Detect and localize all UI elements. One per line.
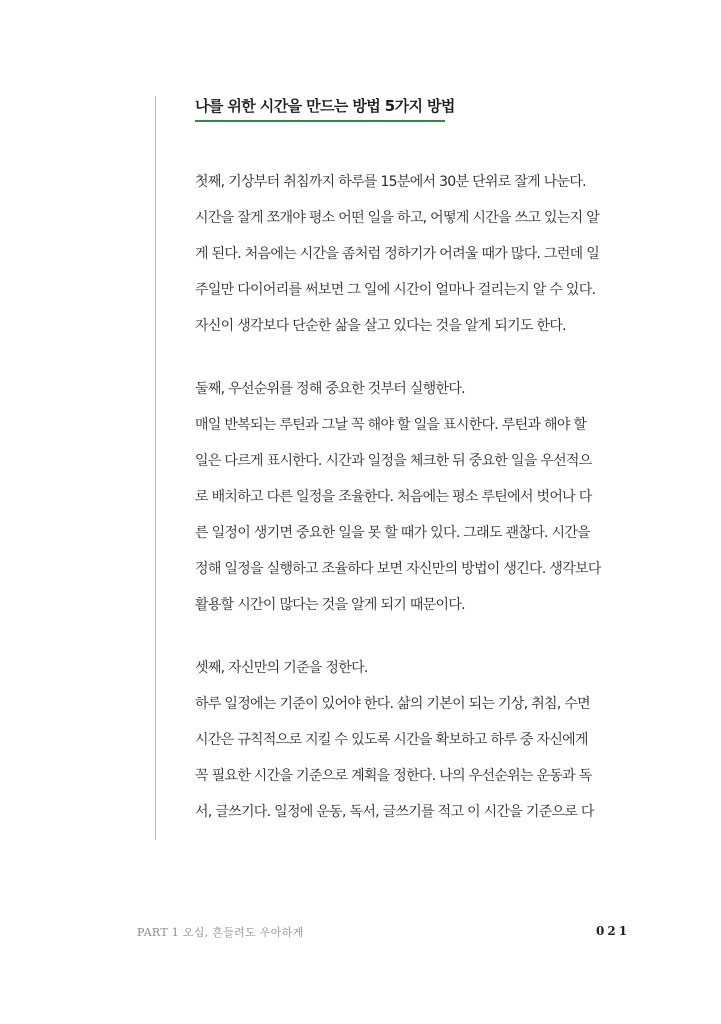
paragraph-second	[195, 371, 625, 623]
text-line: 른 일정이 생기면 중요한 일을 못 할 때가 있다. 그래도 괜찮다. 시간을	[195, 525, 590, 541]
heading-underline	[195, 120, 445, 122]
text-line: 셋째, 자신만의 기준을 정한다.	[195, 660, 368, 676]
text-line: 자신이 생각보다 단순한 삶을 살고 있다는 것을 알게 되기도 한다.	[195, 318, 566, 334]
text-line: 일은 다르게 표시한다. 시간과 일정을 체크한 뒤 중요한 일을 우선적으	[195, 453, 592, 469]
text-line: 활용할 시간이 많다는 것을 알게 되기 때문이다.	[195, 597, 465, 613]
text-line: 게 된다. 처음에는 시간을 좀처럼 정하기가 어려울 때가 많다. 그런데 일	[195, 246, 600, 262]
page-number: 021	[596, 924, 631, 938]
body-text	[195, 164, 625, 857]
text-line: 첫째, 기상부터 취침까지 하루를 15분에서 30분 단위로 잘게 나눈다.	[195, 174, 586, 190]
paragraph-third	[195, 650, 625, 830]
margin-rule	[155, 96, 156, 840]
text-line: 하루 일정에는 기준이 있어야 한다. 삶의 기본이 되는 기상, 취침, 수면	[195, 696, 590, 712]
text-line: 시간을 잘게 쪼개야 평소 어떤 일을 하고, 어떻게 시간을 쓰고 있는지 알	[195, 210, 600, 226]
running-footer: PART 1 오십, 흔들려도 우아하게	[137, 926, 304, 939]
text-line: 주일만 다이어리를 써보면 그 일에 시간이 얼마나 걸리는지 알 수 있다.	[195, 282, 596, 298]
text-line: 둘째, 우선순위를 정해 중요한 것부터 실행한다.	[195, 381, 465, 397]
text-line: 정해 일정을 실행하고 조율하다 보면 자신만의 방법이 생긴다. 생각보다	[195, 561, 601, 577]
text-line: 로 배치하고 다른 일정을 조율한다. 처음에는 평소 루틴에서 벗어나 다	[195, 489, 592, 505]
text-line: 매일 반복되는 루틴과 그날 꼭 해야 할 일을 표시한다. 루틴과 해야 할	[195, 417, 587, 433]
section-heading	[195, 95, 455, 122]
text-line: 꼭 필요한 시간을 기준으로 계획을 정한다. 나의 우선순위는 운동과 독	[195, 768, 592, 784]
paragraph-first	[195, 164, 625, 344]
heading-text: 나를 위한 시간을 만드는 방법 5가지 방법	[195, 97, 455, 115]
text-line: 시간은 규칙적으로 지킬 수 있도록 시간을 확보하고 하루 중 자신에게	[195, 732, 588, 748]
text-line: 서, 글쓰기다. 일정에 운동, 독서, 글쓰기를 적고 이 시간을 기준으로 다	[195, 804, 594, 820]
